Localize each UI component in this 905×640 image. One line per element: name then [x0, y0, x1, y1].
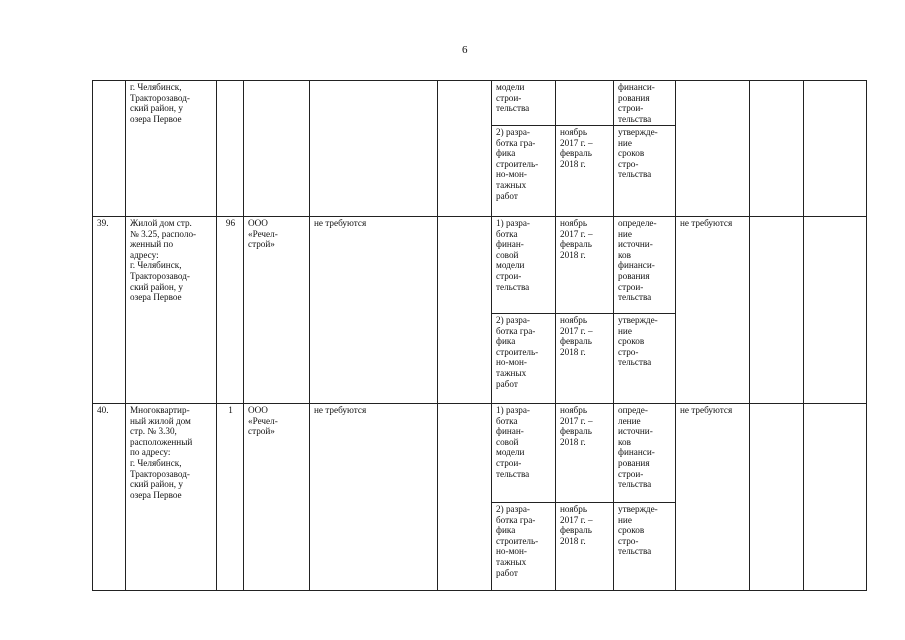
stage-cell: 2) разра- ботка гра- фика строитель- но-мон- тажных работ	[492, 503, 556, 591]
empty-cell	[750, 217, 804, 404]
table-row	[93, 404, 867, 503]
extra-cell: не требуются	[676, 404, 750, 591]
extra-cell: не требуются	[676, 217, 750, 404]
count-cell: 96	[217, 217, 244, 404]
developer-cell	[244, 81, 310, 217]
period-cell: ноябрь 2017 г. – февраль 2018 г.	[556, 503, 614, 591]
permits-cell: не требуются	[310, 404, 438, 591]
stage-cell: модели строи- тельства	[492, 81, 556, 126]
empty-cell	[804, 81, 867, 217]
empty-cell	[804, 404, 867, 591]
stage-cell: 1) разра- ботка финан- совой модели строи- тельства	[492, 404, 556, 503]
result-cell: утвержде- ние сроков стро- тельства	[614, 314, 676, 404]
result-cell: определе- ние источни- ков финанси- рования строи- тельства	[614, 217, 676, 314]
empty-cell	[750, 404, 804, 591]
row-number-cell	[93, 81, 126, 217]
period-cell: ноябрь 2017 г. – февраль 2018 г.	[556, 217, 614, 314]
row-number-cell: 40.	[93, 404, 126, 591]
page-number: 6	[462, 44, 468, 56]
empty-cell	[804, 217, 867, 404]
result-cell: опреде- ление источни- ков финанси- рования строи- тельства	[614, 404, 676, 503]
period-cell	[556, 81, 614, 126]
object-cell: Жилой дом стр. № 3.25, располо- женный по адресу: г. Челябинск, Тракторозавод- ский район, у озера Первое	[126, 217, 217, 404]
result-cell: финанси- рования строи- тельства	[614, 81, 676, 126]
period-cell: ноябрь 2017 г. – февраль 2018 г.	[556, 314, 614, 404]
period-cell: ноябрь 2017 г. – февраль 2018 г.	[556, 404, 614, 503]
object-cell: г. Челябинск, Тракторозавод- ский район, у озера Первое	[126, 81, 217, 217]
empty-cell	[750, 81, 804, 217]
empty-cell	[438, 81, 492, 217]
result-cell: утвержде- ние сроков стро- тельства	[614, 503, 676, 591]
table-row	[93, 81, 867, 126]
permits-cell	[310, 81, 438, 217]
table-row	[93, 217, 867, 314]
stage-cell: 2) разра- ботка гра- фика строитель- но-мон- тажных работ	[492, 126, 556, 217]
stage-cell: 2) разра- ботка гра- фика строитель- но-мон- тажных работ	[492, 314, 556, 404]
object-cell: Многоквартир- ный жилой дом стр. № 3.30, расположенный по адресу: г. Челябинск, Тракторозавод- ский район, у озера Первое	[126, 404, 217, 591]
row-number-cell: 39.	[93, 217, 126, 404]
empty-cell	[438, 217, 492, 404]
permits-cell: не требуются	[310, 217, 438, 404]
developer-cell: ООО «Речел- строй»	[244, 217, 310, 404]
period-cell: ноябрь 2017 г. – февраль 2018 г.	[556, 126, 614, 217]
construction-table	[92, 80, 867, 591]
extra-cell	[676, 81, 750, 217]
developer-cell: ООО «Речел- строй»	[244, 404, 310, 591]
count-cell: 1	[217, 404, 244, 591]
empty-cell	[438, 404, 492, 591]
result-cell: утвержде- ние сроков стро- тельства	[614, 126, 676, 217]
count-cell	[217, 81, 244, 217]
stage-cell: 1) разра- ботка финан- совой модели строи- тельства	[492, 217, 556, 314]
